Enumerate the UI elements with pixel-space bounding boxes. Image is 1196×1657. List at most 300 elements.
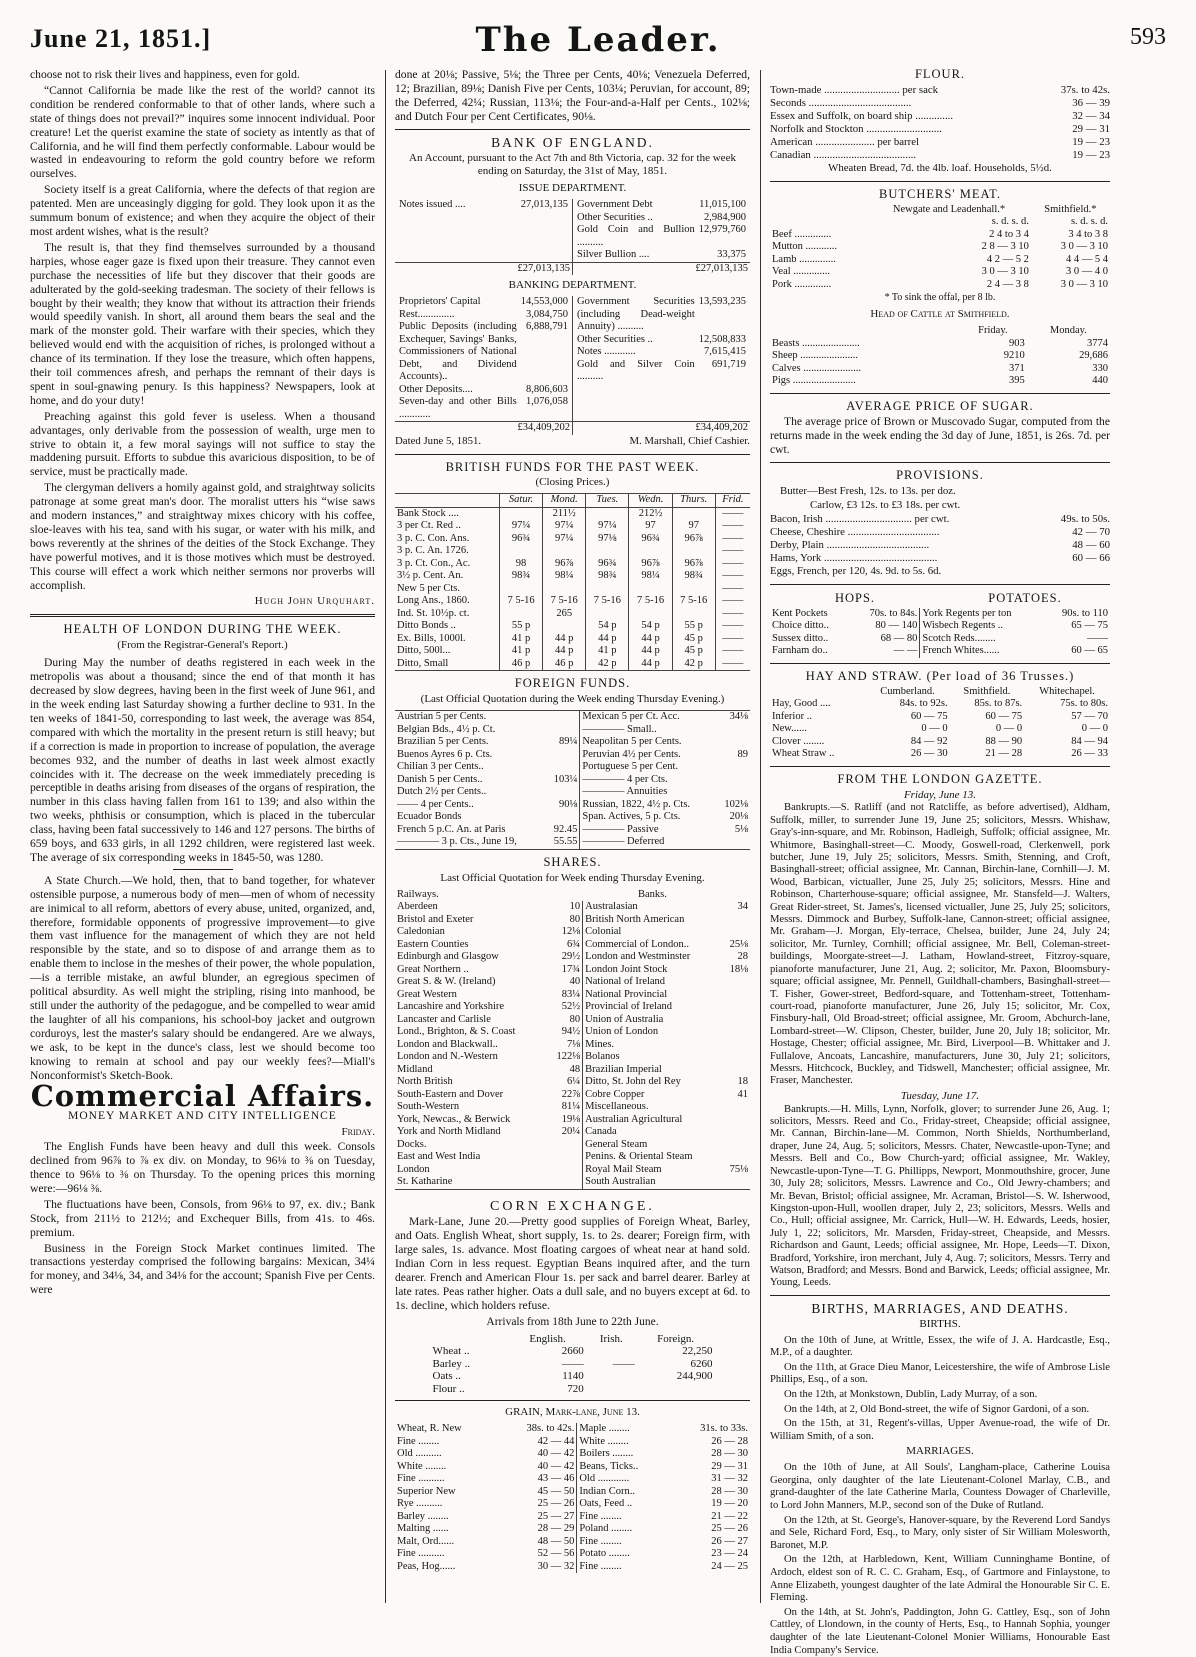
- table-cell: Choice ditto..: [772, 620, 829, 632]
- table-cell: [722, 1001, 750, 1014]
- list-value: 48 — 60: [1072, 538, 1110, 551]
- table-cell: Public Deposits (including Exchequer, Savings' Banks, Commissioners of National Debt, and Dividend Accounts)..: [399, 321, 517, 383]
- table-cell: 26 — 30: [910, 748, 948, 760]
- table-cell: [722, 989, 750, 1002]
- table-cell: 31s. to 33s.: [700, 1423, 748, 1435]
- table-cell: [546, 761, 580, 774]
- table-cell: 3,084,750: [526, 308, 568, 320]
- table-cell: Malt, Ord......: [397, 1535, 455, 1547]
- provisions-line: Carlow, £3 12s. to £3 18s. per cwt.: [810, 498, 961, 511]
- table-cell: — —: [893, 645, 918, 657]
- table-cell: 22⅞: [561, 1088, 581, 1100]
- table-row: [395, 1039, 750, 1052]
- money-market-day: Friday.: [341, 1126, 375, 1139]
- table-cell: 94½: [561, 1026, 581, 1037]
- table-cell: [499, 608, 542, 621]
- column-header: Smithfield.*: [1044, 203, 1097, 215]
- commercial-affairs-heading: Commercial Affairs.: [30, 1079, 375, 1114]
- table-row: [395, 824, 750, 837]
- table-cell: 80: [569, 1013, 581, 1025]
- table-row: [395, 1051, 750, 1064]
- table-cell: 2 4 — 3 8: [986, 278, 1029, 290]
- table-cell: Fine ........: [397, 1435, 440, 1447]
- page-number: 593: [1130, 24, 1166, 50]
- list-row: [770, 97, 1110, 110]
- table-cell: 45 p: [672, 645, 715, 658]
- table-cell: [543, 620, 586, 633]
- issue-total-left: £27,013,135: [395, 262, 573, 275]
- table-cell: ——: [715, 608, 750, 621]
- table-cell: 98¾: [499, 570, 542, 583]
- table-cell: East and West India: [397, 1151, 481, 1162]
- table-cell: Wheat Straw ..: [772, 748, 835, 760]
- table-cell: [722, 1176, 750, 1189]
- table-cell: 84 — 92: [910, 735, 948, 747]
- table-cell: Wisbech Regents ..: [920, 620, 1044, 633]
- table-cell: ———— 4 per Cts.: [580, 774, 716, 787]
- gazette-date: Tuesday, June 17.: [900, 1089, 980, 1102]
- table-row: [770, 736, 1110, 749]
- table-cell: 55 p: [499, 620, 542, 633]
- column-header: [548, 889, 583, 902]
- list-label: Seconds ......................................: [770, 96, 912, 109]
- newspaper-title: The Leader.: [475, 20, 721, 60]
- table-row: [395, 711, 750, 724]
- table-cell: 3½ p. Cent. An.: [397, 570, 464, 582]
- banking-total-right: £34,409,202: [573, 422, 751, 435]
- divider: [770, 393, 1110, 394]
- list-row: [770, 123, 1110, 136]
- table-cell: 60 — 75: [985, 710, 1023, 722]
- table-cell: [543, 583, 586, 596]
- table-cell: [586, 1345, 637, 1358]
- announcement: On the 14th, at 2, Old Bond-street, the wife of Signor Gardoni, of a son.: [784, 1403, 1090, 1415]
- table-cell: 31 — 32: [711, 1473, 748, 1485]
- table-cell: [722, 1014, 750, 1027]
- list-label: Cheese, Cheshire ..................................: [770, 525, 940, 538]
- table-cell: Russian, 1822, 4½ p. Cts.: [580, 799, 716, 812]
- table-cell: [586, 545, 629, 558]
- table-row: [395, 901, 750, 914]
- table-cell: 122⅛: [556, 1051, 581, 1062]
- divider: [770, 766, 1110, 767]
- potatoes-heading: POTATOES.: [988, 590, 1062, 605]
- marriages-heading: MARRIAGES.: [906, 1445, 974, 1458]
- table-cell: [548, 1139, 583, 1152]
- table-cell: 29½: [561, 951, 581, 962]
- table-cell: Mines.: [583, 1039, 722, 1052]
- table-cell: 55 p: [672, 620, 715, 633]
- table-cell: 52½: [561, 1001, 581, 1012]
- money-market-heading: MONEY MARKET AND CITY INTELLIGENCE: [68, 1110, 337, 1123]
- paragraph: The English Funds have been heavy and dull this week. Consols declined from 96⅞ to ⅞ ex div. on Monday, to 96⅛ to ⅜ on Tuesday, thence to 96⅛ to ⅜ on Thursday. To the opening prices this morning were:—96⅛ ⅜.: [30, 1140, 375, 1195]
- column-header: Cumberland.: [880, 685, 935, 697]
- table-cell: Other Deposits....: [399, 383, 473, 395]
- announcement: On the 14th, at St. John's, Paddington, John G. Cattley, Esq., son of John Cattley, of Llondown, in the county of Herts, Esq., to Hannah Sophia, younger daughter of the late Lieutenant-Colonel Monier Williams, Honourable East India Company's Service.: [770, 1606, 1110, 1656]
- list-row: [770, 136, 1110, 149]
- issue-right: [573, 199, 751, 262]
- table-row: [397, 309, 570, 322]
- table-row: [395, 1164, 750, 1177]
- table-row: [770, 698, 1110, 711]
- table-cell: 41 p: [499, 645, 542, 658]
- table-cell: Brazilian Imperial: [583, 1064, 722, 1077]
- table-row: [395, 914, 750, 927]
- table-cell: 395: [1008, 375, 1025, 387]
- table-cell: Colonial: [583, 926, 722, 939]
- table-cell: [629, 583, 672, 596]
- table-cell: Wheat ..: [432, 1345, 470, 1358]
- table-cell: Veal ..............: [772, 266, 831, 278]
- issue-left: [395, 199, 573, 262]
- table-cell: Lamb ..............: [772, 253, 836, 265]
- table-cell: [672, 583, 715, 596]
- table-row: [395, 1436, 750, 1449]
- table-cell: 1,076,058: [526, 396, 568, 408]
- arrivals-table: [431, 1333, 715, 1396]
- table-row: [770, 241, 1110, 254]
- table-cell: Fine ..........: [397, 1548, 445, 1560]
- table-cell: Old ............: [577, 1473, 672, 1486]
- table-cell: Rest..............: [399, 308, 455, 320]
- list-value: 19 — 23: [1072, 135, 1110, 148]
- table-cell: 13,593,235: [698, 296, 746, 308]
- table-cell: 3 0 — 4 0: [1066, 266, 1108, 278]
- masthead: [20, 18, 1176, 64]
- table-row: [395, 1176, 750, 1189]
- list-value: 49s. to 50s.: [1060, 512, 1110, 525]
- table-cell: 89: [737, 748, 748, 760]
- table-cell: ——: [715, 558, 750, 571]
- column-header: English.: [529, 1332, 566, 1345]
- table-cell: White ........: [577, 1436, 672, 1449]
- table-cell: 12,508,833: [698, 333, 746, 345]
- table-cell: 88 — 90: [985, 735, 1023, 747]
- paragraph: Bankrupts.—H. Mills, Lynn, Norfolk, glover; to surrender June 26, Aug. 1; solicitors, Messrs. Reed and Co., Friday-street, Cheapside; official assignee, Mr. Cannan, Birchin-lane—M. Common, North Shields, Northumberland, draper, June 24, Aug. 5; solicitors, Messrs. Chater, Newcastle-upon-Tyne; and Messrs. Bell and Co., Bow Church-yard; official assignee, Mr. Wakley, Newcastle-upon-Tyne—T. G. Phillipps, Newport, Monmouthshire, grocer, June 30, July 28; solicitors, Messrs. Lawrence and Co., Old Jewry-chambers; and Mr. Bevan, Bristol; official assignee, Mr. Acraman, Bristol—S. W. Isherwood, Kingston-upon-Hull, woollen draper, July 2, 23; solicitors, Messrs. Wells and Co., Hull; official assignee, Mr. Carrick, Hull—W. H. Edwards, Leeds, hosier, July 1, 22; solicitors, Mr. Marsden, Friday-street, Cheapside, and Messrs. Richardson and Gaunt, Leeds; official assignee, Mr. Hope, Leeds—T. Dixon, Bradford, Yorkshire, iron merchant, July 4, Aug. 7; solicitors, Messrs. Terry and Watson, Bradford; and Messrs. Bond and Barwick, Leeds; official assignee, Mr. Young, Leeds.: [770, 1103, 1110, 1289]
- author-signature: Hugh John Urquhart.: [254, 594, 375, 607]
- hay-heading: HAY AND STRAW. (Per load of 36 Trusses.): [805, 668, 1075, 683]
- table-row: [395, 1064, 750, 1077]
- table-cell: 440: [1092, 375, 1108, 387]
- paragraph: “Cannot California be made like the rest of the world? cannot its condition be rendered conformable to that of other lands, where such a state of things does not prevail?” inquires some innocent individual. Poor creature! Let the querist examine the state of society as intently as that of California, and he will find them perfectly conformable. Labour would be wasted in endeavouring to reform the gold country before we reform ourselves.: [30, 83, 375, 181]
- bank-footer: [395, 435, 750, 449]
- table-row: [395, 1151, 750, 1164]
- table-cell: [722, 1151, 750, 1164]
- table-cell: ——: [715, 645, 750, 658]
- table-cell: 44 p: [629, 658, 672, 671]
- table-cell: 19⅛: [561, 1113, 581, 1125]
- table-cell: Inferior ..: [772, 710, 812, 722]
- bank-heading: BANK OF ENGLAND.: [491, 134, 654, 150]
- table-cell: 92.45: [553, 823, 578, 835]
- table-cell: 0 — 0: [995, 723, 1023, 735]
- table-cell: Notes ............: [577, 346, 636, 358]
- table-cell: 54 p: [586, 620, 629, 633]
- table-cell: 14,553,000: [520, 296, 568, 308]
- table-cell: 43 — 46: [537, 1473, 575, 1485]
- table-cell: London: [397, 1163, 430, 1175]
- table-cell: Proprietors' Capital: [399, 296, 481, 308]
- table-cell: 75s. to 80s.: [1060, 698, 1108, 710]
- table-row: [395, 583, 750, 596]
- table-cell: 4 4 — 5 4: [1066, 253, 1108, 265]
- table-cell: 33,375: [717, 249, 746, 261]
- foreign-subheading: (Last Official Quotation during the Week ending Thursday Evening.): [420, 693, 725, 706]
- table-cell: 3 p. Ct. Con., Ac.: [397, 557, 471, 569]
- table-cell: 211½: [543, 507, 586, 520]
- list-row: [770, 513, 1110, 526]
- table-cell: 21 — 28: [985, 748, 1023, 760]
- issue-date: June 21, 1851.]: [30, 24, 212, 53]
- table-cell: —— 4 per Cents..: [397, 798, 474, 810]
- table-row: [770, 633, 1110, 646]
- column-header: Smithfield.: [963, 685, 1011, 697]
- table-row: [395, 1461, 750, 1474]
- table-row: [395, 926, 750, 939]
- table-cell: Beasts ......................: [772, 337, 860, 349]
- column-header: [395, 494, 499, 508]
- table-cell: [586, 507, 629, 520]
- table-cell: 96⅞: [672, 533, 715, 546]
- table-cell: 7 5-16: [543, 595, 586, 608]
- table-header-row: [395, 889, 750, 902]
- table-row: [575, 212, 748, 225]
- table-cell: 34⅛: [729, 711, 748, 723]
- cattle-table: [770, 325, 1110, 388]
- column-header: Thurs.: [672, 494, 715, 508]
- table-row: [395, 1114, 750, 1127]
- table-cell: 102⅛: [724, 798, 748, 810]
- table-cell: 84 — 94: [1071, 735, 1108, 747]
- provisions-heading: PROVISIONS.: [896, 468, 984, 483]
- issue-heading: ISSUE DEPARTMENT.: [518, 182, 627, 195]
- table-cell: 0 — 0: [1081, 723, 1108, 735]
- table-row: [395, 620, 750, 633]
- hay-straw-table: [770, 686, 1110, 761]
- table-cell: Ditto, Small: [397, 657, 449, 669]
- table-cell: 20⅛: [729, 811, 748, 823]
- table-row: [395, 645, 750, 658]
- table-cell: 97¼: [499, 520, 542, 533]
- table-cell: Kent Pockets: [772, 607, 828, 619]
- table-cell: Caledonian: [397, 926, 445, 937]
- table-cell: 90⅛: [559, 798, 578, 810]
- table-cell: 19 — 20: [711, 1498, 748, 1510]
- table-cell: 12,979,760: [698, 224, 746, 236]
- list-value: 19 — 23: [1072, 148, 1110, 161]
- table-cell: Edinburgh and Glasgow: [397, 951, 499, 962]
- table-cell: 70s. to 84s.: [869, 607, 918, 619]
- table-row: [395, 1101, 750, 1114]
- table-row: [575, 359, 748, 384]
- table-cell: 48: [569, 1063, 581, 1075]
- table-cell: 330: [1092, 362, 1108, 374]
- table-cell: Ex. Bills, 1000l.: [397, 632, 466, 644]
- announcement: On the 10th of June, at Writtle, Essex, the wife of J. A. Hardcastle, Esq., M.P., of a daughter.: [770, 1334, 1110, 1359]
- table-cell: 83¼: [561, 988, 581, 1000]
- health-heading: HEALTH OF LONDON DURING THE WEEK.: [63, 622, 342, 637]
- table-cell: Wheat, R. New: [397, 1423, 462, 1435]
- births-marriages-section: [770, 1318, 1110, 1657]
- table-cell: 81¼: [561, 1101, 581, 1112]
- table-row: [770, 723, 1110, 736]
- table-cell: 40 — 42: [537, 1448, 575, 1460]
- table-cell: Indian Corn..: [577, 1486, 672, 1499]
- column-divider: [760, 70, 761, 1603]
- table-cell: 2 8 — 3 10: [981, 241, 1029, 253]
- table-cell: 7 5-16: [499, 595, 542, 608]
- table-cell: [672, 507, 715, 520]
- table-cell: 28: [737, 951, 748, 962]
- column-header: Monday.: [1049, 325, 1087, 337]
- table-row: [575, 224, 748, 249]
- table-row: [395, 1511, 750, 1524]
- gazette-heading: FROM THE LONDON GAZETTE.: [837, 771, 1043, 786]
- table-cell: 44 p: [629, 633, 672, 646]
- table-row: [395, 774, 750, 787]
- table-cell: 25 — 27: [537, 1510, 575, 1522]
- table-cell: Chilian 3 per Cents..: [397, 761, 484, 773]
- table-cell: 23 — 24: [711, 1548, 748, 1560]
- table-cell: Peruvian 4½ per Cents.: [580, 749, 716, 762]
- table-cell: Great Western: [397, 988, 457, 1000]
- table-cell: [716, 774, 750, 787]
- table-cell: Oats, Feed ..: [577, 1498, 672, 1511]
- announcement: On the 10th of June, at All Souls', Langham-place, Catherine Louisa Georgina, only daughter of the late Lieutenant-Colonel Marlay, C.B., and grand-daughter of the late Catherine Marla, Countess Dowager of Charleville, to Lord John Manners, M.P., second son of the Duke of Rutland.: [770, 1462, 1110, 1511]
- table-cell: ——: [715, 595, 750, 608]
- table-cell: 98¼: [629, 570, 672, 583]
- table-cell: 28 — 30: [711, 1448, 748, 1460]
- table-row: [397, 384, 570, 397]
- table-cell: 97: [629, 520, 672, 533]
- bmd-heading: BIRTHS, MARRIAGES, AND DEATHS.: [811, 1300, 1069, 1316]
- table-cell: London and N.-Western: [397, 1051, 498, 1062]
- births-list: [770, 1335, 1110, 1444]
- table-cell: 55.55: [553, 836, 578, 848]
- bank-dated: Dated June 5, 1851.: [395, 434, 482, 447]
- table-cell: Boilers ........: [577, 1448, 672, 1461]
- table-row: [770, 229, 1110, 242]
- table-cell: London and Blackwall..: [397, 1038, 498, 1050]
- table-cell: [722, 1139, 750, 1152]
- table-cell: 38s. to 42s.: [526, 1423, 575, 1435]
- banking-left: [395, 296, 573, 422]
- shares-table: [395, 889, 750, 1190]
- table-cell: ———— Annuities: [580, 786, 716, 799]
- table-cell: [548, 1151, 583, 1164]
- table-cell: Bank Stock ....: [397, 507, 459, 519]
- table-row: [575, 199, 748, 212]
- table-row: [770, 254, 1110, 267]
- column-header: Railways.: [397, 888, 439, 900]
- table-cell: Fine ..........: [397, 1473, 445, 1485]
- table-cell: [629, 608, 672, 621]
- table-cell: [586, 1370, 637, 1383]
- table-cell: [637, 1383, 715, 1396]
- table-cell: Commercial of London..: [583, 939, 722, 952]
- table-cell: 85s. to 87s.: [974, 698, 1023, 710]
- column-1: [30, 68, 375, 1603]
- table-cell: 96¾: [499, 533, 542, 546]
- column-header: Irish.: [599, 1332, 623, 1345]
- table-cell: 10: [569, 901, 581, 912]
- bank-cashier: M. Marshall, Chief Cashier.: [629, 434, 750, 447]
- table-cell: 244,900: [676, 1370, 713, 1383]
- list-value: 42 — 70: [1072, 525, 1110, 538]
- table-cell: Poland ........: [577, 1523, 672, 1536]
- table-cell: 80: [569, 913, 581, 925]
- table-row: [395, 964, 750, 977]
- table-cell: 41: [737, 1088, 748, 1100]
- table-row: [575, 249, 748, 262]
- table-cell: [722, 1114, 750, 1127]
- table-cell: St. Katharine: [397, 1176, 453, 1187]
- table-cell: 48 — 50: [537, 1535, 575, 1547]
- paragraph: Bankrupts.—S. Ratliff (and not Ratcliffe, as before advertised), Aldham, Suffolk, miller, to surrender June 19, June 25; solicitors, Messrs. Whishaw, Gray's-inn-square, and Mr. Robinson, Hadleigh, Suffolk; official assignee, Mr. Whitmore, Basinghall-street—C. Moody, Goswell-road, Clerkenwell, pork butcher, June 19, July 25; solicitors, Messrs. Smith, Stenning, and Croft, Basinghall-street; official assignee, Mr. Cannan, Birchin-lane, Cornhill—J. M. Wood, Barbican, victualler, June 25, July 25; solicitors, Messrs. Hine and Robinson, Charterhouse-square; official assignee, Mr. Stansfeld—J. Walters, Great Rider-street, St. James's, licensed victualler, June 25, July 25; solicitors, Messrs. Dimmock and Burbey, Suffolk-lane, Cannon-street; official assignee, Mr. Graham—J. Morgan, Ely-terrace, Chelsea, builder, June 24, July 24; solicitor, Mr. Turnley, Cornhill; official assignee, Mr. Bell, Coleman-street-buildings, Moorgate-street—J. Latham, Howland-street, Fitzroy-square, pianoforte manufacturer, June 21, Aug. 2; solicitor, Mr. Paxon, Bloomsbury-square; official assignee, Mr. Pennell, Guildhall-chambers, Basinghall-street—T. Fisher, Gower-street, Bedford-square, and Tottenham-street, Tottenham-court-road, pianoforte manufacturer, June 26, July 15; solicitor, Mr. Cox, Finsbury-hall, Old Broad-street; official assignee, Mr. Groom, Abchurch-lane, Lombard-street—W. Clipson, Chester, builder, June 20, July 18; solicitor, Mr. Hostage, Chester; official assignee, Mr. Bird, Liverpool—B. Whittaker and J. Fullalove, Ancoats, Lancashire, manufacturers, June 30, July 21; solicitors, Messrs. Hitchcock, Buckley, and Tidswell, Manchester; official assignee, Mr. Fraser, Manchester.: [770, 802, 1110, 1087]
- table-cell: ——: [715, 533, 750, 546]
- table-cell: Potato ........: [577, 1548, 672, 1561]
- table-row: [395, 836, 750, 849]
- gazette-date: Friday, June 13.: [903, 788, 977, 801]
- table-cell: 80 — 140: [875, 620, 918, 632]
- table-row: [395, 507, 750, 520]
- banking-right: [573, 296, 751, 422]
- table-cell: 41 p: [499, 633, 542, 646]
- table-cell: South Australian: [583, 1176, 722, 1189]
- table-cell: 46 p: [499, 658, 542, 671]
- table-row: [395, 1001, 750, 1014]
- table-cell: 29,686: [1079, 350, 1108, 362]
- column-divider: [385, 70, 386, 1603]
- table-row: [770, 338, 1110, 351]
- flour-list: [770, 84, 1110, 162]
- table-row: [770, 216, 1110, 229]
- table-cell: [546, 811, 580, 824]
- eggs-price: Eggs, French, per 120, 4s. 9d. to 5s. 6d.: [770, 564, 942, 577]
- table-cell: Maple ........: [577, 1423, 672, 1436]
- paragraph: The clergyman delivers a homily against gold, and straightway solicits patronage at some great man's door. The moralist utters his “wise saws and modern instances,” and straightway mixes chicory with his coffee, sloe-leaves with his tea, sand with his sugar, or water with his milk, and bows reverently at the shrines of the deities of the Stock Exchange. They have powerful motives, and it is those motives which must be destroyed. This course will effect a work which neither sermons nor proverbs will accomplish.: [30, 481, 375, 592]
- table-cell: 98¼: [543, 570, 586, 583]
- banking-heading: BANKING DEPARTMENT.: [508, 279, 637, 292]
- table-row: [431, 1358, 715, 1371]
- list-value: 60 — 66: [1072, 551, 1110, 564]
- table-cell: Gold Coin and Bullion ..........: [577, 224, 695, 248]
- table-cell: 84s. to 92s.: [899, 698, 948, 710]
- table-cell: 3 0 — 3 10: [1060, 241, 1108, 253]
- table-row: [395, 520, 750, 533]
- table-cell: [548, 1164, 583, 1177]
- table-cell: [499, 583, 542, 596]
- table-row: [395, 736, 750, 749]
- table-cell: Dutch 2½ per Cents..: [397, 786, 487, 798]
- divider: [770, 584, 1110, 585]
- table-cell: ——: [612, 1357, 635, 1370]
- table-cell: [722, 1101, 750, 1114]
- hops-heading: HOPS.: [834, 590, 876, 605]
- column-header: Friday.: [978, 325, 1008, 337]
- meat-note: * To sink the offal, per 8 lb.: [884, 292, 996, 304]
- table-cell: [722, 1126, 750, 1139]
- table-cell: Australian Agricultural: [583, 1114, 722, 1127]
- table-row: [770, 375, 1110, 388]
- banking-department-table: [395, 296, 750, 435]
- table-cell: Danish 5 per Cents..: [397, 773, 483, 785]
- table-row: [431, 1370, 715, 1383]
- marriages-list: [770, 1462, 1110, 1657]
- paragraph: The average price of Brown or Muscovado Sugar, computed from the returns made in the week ending the 3d day of June, 1851, is 26s. 7d. per cwt.: [770, 415, 1110, 457]
- table-cell: 8,806,603: [526, 383, 568, 395]
- table-cell: Silver Bullion ....: [577, 249, 650, 261]
